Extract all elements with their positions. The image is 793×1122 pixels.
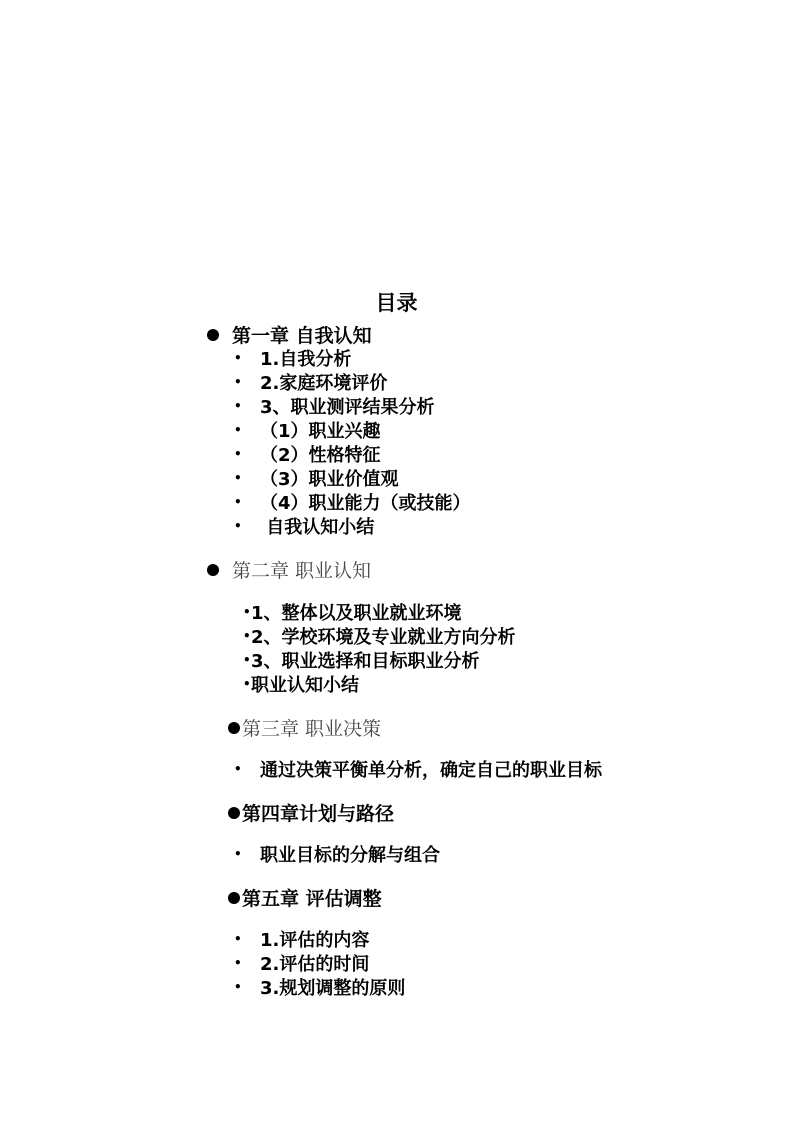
chapter-bullet-icon: [207, 329, 219, 341]
chapter-5-heading: [228, 887, 382, 911]
chapter-bullet-icon: [228, 892, 240, 904]
list-item-text: 通过决策平衡单分析，确定自己的职业目标: [260, 760, 602, 781]
chapter-3-heading: [228, 717, 381, 741]
list-item-text: （3）职业价值观: [260, 469, 399, 490]
list-item: [234, 396, 435, 420]
list-item-text: （1）职业兴趣: [260, 421, 381, 442]
list-item-text: 3.规划调整的原则: [260, 978, 406, 999]
list-item: [234, 516, 374, 540]
chapter-5-label: 第五章 评估调整: [242, 888, 382, 910]
bullet-icon: •: [234, 932, 242, 946]
bullet-icon: •: [234, 495, 242, 509]
list-item: [234, 444, 381, 468]
bullet-icon: •: [234, 351, 242, 365]
bullet-icon: •: [234, 956, 242, 970]
list-item-text: 2、学校环境及专业就业方向分析: [251, 627, 516, 648]
list-item: [234, 348, 351, 372]
list-item: [234, 844, 440, 868]
list-item: [234, 977, 405, 1001]
list-item-text: 1.自我分析: [260, 349, 352, 370]
list-item: [243, 674, 359, 698]
bullet-icon: •: [234, 399, 242, 413]
chapter-bullet-icon: [228, 807, 240, 819]
list-item-text: 2.家庭环境评价: [260, 373, 388, 394]
bullet-icon: •: [243, 629, 251, 643]
list-item-text: 职业目标的分解与组合: [260, 845, 440, 866]
list-item: [243, 626, 516, 650]
bullet-icon: •: [234, 447, 242, 461]
list-item-text: 职业认知小结: [251, 675, 359, 696]
bullet-icon: •: [234, 762, 242, 776]
bullet-icon: •: [243, 605, 251, 619]
bullet-icon: •: [234, 375, 242, 389]
list-item-text: 1、整体以及职业就业环境: [251, 603, 462, 624]
list-item-text: 2.评估的时间: [260, 954, 370, 975]
chapter-4-heading: [228, 802, 394, 826]
list-item: [234, 953, 369, 977]
toc-title: 目录: [375, 291, 418, 315]
chapter-4-label: 第四章计划与路径: [242, 803, 395, 825]
chapter-3-label: 第三章 职业决策: [242, 718, 382, 740]
list-item-text: 自我认知小结: [260, 517, 375, 538]
chapter-2-label: 第二章 职业认知: [232, 560, 372, 582]
bullet-icon: •: [234, 980, 242, 994]
chapter-1-heading: [207, 324, 372, 348]
list-item: [234, 372, 387, 396]
list-item: [234, 468, 399, 492]
chapter-bullet-icon: [207, 564, 219, 576]
list-item-text: 3、职业测评结果分析: [260, 397, 435, 418]
bullet-icon: •: [234, 847, 242, 861]
list-item: [234, 929, 369, 953]
chapter-2-heading: [207, 559, 371, 583]
list-item-text: 3、职业选择和目标职业分析: [251, 651, 480, 672]
list-item: [243, 650, 480, 674]
list-item: [234, 492, 471, 516]
bullet-icon: •: [234, 423, 242, 437]
chapter-bullet-icon: [228, 722, 240, 734]
bullet-icon: •: [234, 471, 242, 485]
list-item: [234, 759, 602, 783]
list-item-text: 1.评估的内容: [260, 930, 370, 951]
chapter-1-label: 第一章 自我认知: [232, 325, 372, 347]
list-item: [234, 420, 381, 444]
bullet-icon: •: [243, 677, 251, 691]
list-item-text: （4）职业能力（或技能）: [260, 493, 471, 514]
list-item-text: （2）性格特征: [260, 445, 381, 466]
bullet-icon: •: [234, 519, 242, 533]
bullet-icon: •: [243, 653, 251, 667]
list-item: [243, 602, 462, 626]
